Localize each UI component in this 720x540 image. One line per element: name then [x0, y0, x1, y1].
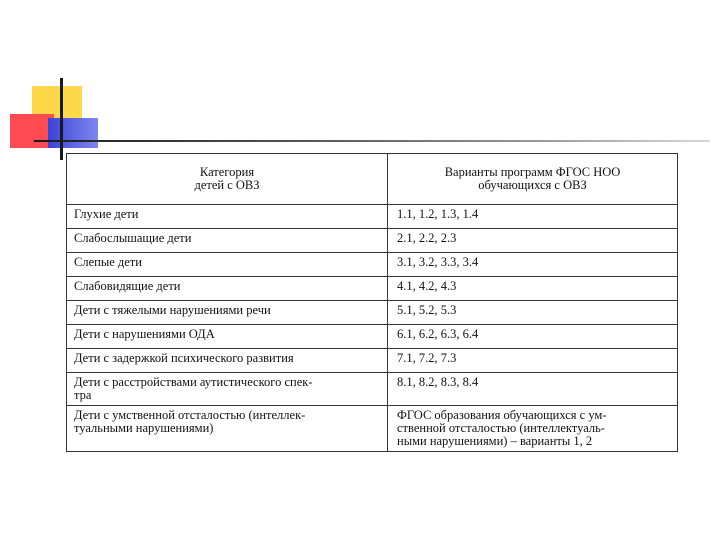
table-header-row: [67, 154, 678, 205]
cell-category: Дети с задержкой психического развития: [67, 349, 388, 373]
cell-category: Дети с нарушениями ОДА: [67, 325, 388, 349]
table-row: [67, 301, 678, 325]
table-row: [67, 406, 678, 452]
table-row: [67, 325, 678, 349]
cell-variants: 3.1, 3.2, 3.3, 3.4: [388, 253, 678, 277]
decor-vertical-line: [60, 78, 63, 160]
decor-blue-square: [48, 118, 98, 148]
cell-category: Дети с умственной отсталостью (интеллек- туальными нарушениями): [67, 406, 388, 452]
header-category: Категория детей с ОВЗ: [67, 154, 388, 205]
cell-variants: ФГОС образования обучающихся с ум- ственной отсталостью (интеллектуаль- ными нарушениями) – варианты 1, 2: [388, 406, 678, 452]
cell-category: Дети с тяжелыми нарушениями речи: [67, 301, 388, 325]
header-variants: Варианты программ ФГОС НОО обучающихся с ОВЗ: [388, 154, 678, 205]
ovz-programs-table: [66, 153, 678, 452]
cell-variants: 7.1, 7.2, 7.3: [388, 349, 678, 373]
table-row: [67, 229, 678, 253]
table-row: [67, 277, 678, 301]
cell-variants: 5.1, 5.2, 5.3: [388, 301, 678, 325]
table-row: [67, 373, 678, 406]
cell-category: Слабовидящие дети: [67, 277, 388, 301]
cell-category: Глухие дети: [67, 205, 388, 229]
table-row: [67, 253, 678, 277]
table-row: [67, 205, 678, 229]
cell-variants: 8.1, 8.2, 8.3, 8.4: [388, 373, 678, 406]
cell-variants: 1.1, 1.2, 1.3, 1.4: [388, 205, 678, 229]
cell-category: Слепые дети: [67, 253, 388, 277]
cell-variants: 4.1, 4.2, 4.3: [388, 277, 678, 301]
cell-category: Дети с расстройствами аутистического спек- тра: [67, 373, 388, 406]
cell-variants: 2.1, 2.2, 2.3: [388, 229, 678, 253]
cell-variants: 6.1, 6.2, 6.3, 6.4: [388, 325, 678, 349]
cell-category: Слабослышащие дети: [67, 229, 388, 253]
table-row: [67, 349, 678, 373]
decor-horizontal-line: [34, 140, 710, 142]
